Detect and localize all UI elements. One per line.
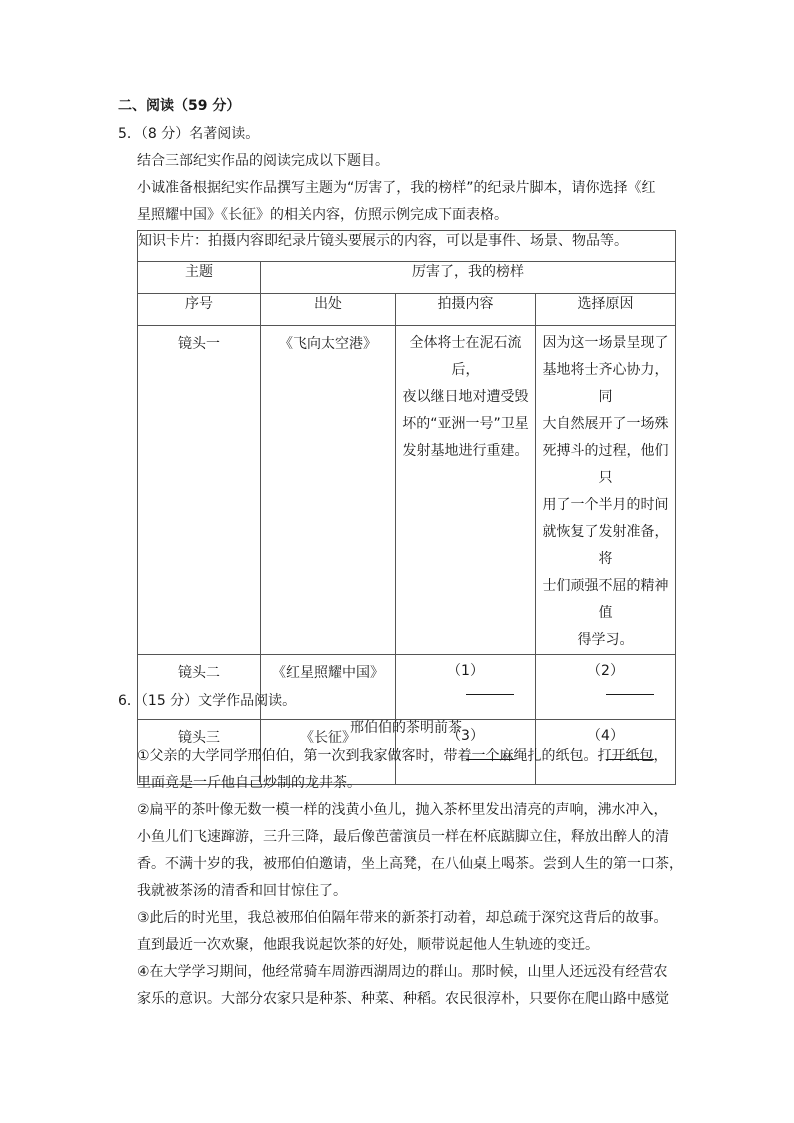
shot1-source: 《飞向太空港》 — [261, 326, 396, 655]
knowledge-card-row — [138, 231, 676, 262]
shot3-seq: 镜头三 — [138, 720, 261, 785]
theme-value: 厉害了，我的榜样 — [261, 262, 676, 294]
q6-text-line: 里面竟是一斤他自己炒制的龙井茶。 — [137, 775, 361, 791]
q6-text-line: ①父亲的大学同学邢伯伯，第一次到我家做客时，带着一个麻绳扎的纸包。打开纸包， — [137, 748, 668, 764]
shot1-reason — [536, 326, 676, 655]
shot3-source: 《长征》 — [261, 720, 396, 785]
shot1-content-line: 发射基地进行重建。 — [402, 443, 529, 459]
shot1-content-line: 坏的“亚洲一号”卫星 — [402, 416, 529, 432]
shot1-reason-line: 就恢复了发射准备，将 — [542, 524, 669, 567]
q5-prompt-line1: 小诚准备根据纪实作品撰写主题为“厉害了，我的榜样”的纪录片脚本，请你选择《红 — [137, 180, 656, 196]
shot1-content-line: 全体将士在泥石流后， — [409, 335, 522, 378]
q5-header: 5．（8 分）名著阅读。 — [118, 126, 260, 142]
shot1-reason-line: 士们顽强不屈的精神 — [542, 578, 669, 594]
header-source: 出处 — [261, 294, 396, 326]
answer-blank-2[interactable] — [536, 655, 676, 720]
blank-number: （2） — [587, 663, 624, 679]
q6-text-line: 直到最近一次欢聚，他跟我说起饮茶的好处，顺带说起他人生轨迹的变迁。 — [137, 937, 599, 953]
theme-label: 主题 — [138, 262, 261, 294]
shot1-seq: 镜头一 — [138, 326, 261, 655]
blank-number: （4） — [587, 728, 624, 744]
shot1-reason-line: 因为这一场景呈现了 — [542, 335, 669, 351]
q6-text-line: 我就被茶汤的清香和回甘惊住了。 — [137, 883, 347, 899]
blank-number: （3） — [447, 728, 484, 744]
header-content: 拍摄内容 — [396, 294, 536, 326]
answer-blank-1[interactable] — [396, 655, 536, 720]
shot2-source: 《红星照耀中国》 — [261, 655, 396, 720]
header-row — [138, 294, 676, 326]
shot1-content-line: 夜以继日地对遭受毁 — [402, 389, 529, 405]
table-row — [138, 326, 676, 655]
q5-prompt-line2: 星照耀中国》《长征》的相关内容，仿照示例完成下面表格。 — [137, 207, 508, 223]
shot1-content — [396, 326, 536, 655]
q6-text-line: 小鱼儿们飞速蹿游，三升三降，最后像芭蕾演员一样在杯底踮脚立住，释放出醉人的清 — [137, 829, 669, 845]
shot1-reason-line: 大自然展开了一场殊 — [542, 416, 669, 432]
blank-number: （1） — [447, 663, 484, 679]
shot1-reason-line: 死搏斗的过程，他们只 — [542, 443, 669, 486]
answer-line — [606, 694, 654, 695]
shot1-reason-line: 基地将士齐心协力，同 — [542, 362, 669, 405]
header-seq: 序号 — [138, 294, 261, 326]
answer-line — [466, 694, 514, 695]
q6-text-line: ④在大学学习期间，他经常骑车周游西湖周边的群山。那时候，山里人还远没有经营农 — [137, 964, 668, 980]
q6-title: 邢伯伯的茶明前茶 — [350, 720, 462, 736]
q6-text-line: ②扁平的茶叶像无数一模一样的浅黄小鱼儿，抛入茶杯里发出清亮的声响，沸水冲入， — [137, 802, 668, 818]
shot1-reason-line: 得学习。 — [577, 632, 634, 648]
q6-text-line: 家乐的意识。大部分农家只是种茶、种菜、种稻。农民很淳朴，只要你在爬山路中感觉 — [137, 991, 669, 1007]
q6-header: 6．（15 分）文学作品阅读。 — [118, 693, 297, 709]
knowledge-card: 知识卡片：拍摄内容即纪录片镜头要展示的内容，可以是事件、场景、物品等。 — [138, 231, 676, 262]
theme-row — [138, 262, 676, 294]
header-reason: 选择原因 — [536, 294, 676, 326]
q6-text-line: ③此后的时光里，我总被邢伯伯隔年带来的新茶打动着，却总疏于深究这背后的故事。 — [137, 910, 668, 926]
shot1-reason-line: 用了一个半月的时间 — [542, 497, 669, 513]
shot1-reason-line: 值 — [598, 605, 613, 621]
q5-intro: 结合三部纪实作品的阅读完成以下题目。 — [137, 153, 389, 169]
shot2-seq: 镜头二 — [138, 655, 261, 720]
section-heading: 二、阅读（59 分） — [118, 98, 241, 114]
q6-text-line: 香。不满十岁的我，被邢伯伯邀请，坐上高凳，在八仙桌上喝茶。尝到人生的第一口茶， — [137, 856, 683, 872]
